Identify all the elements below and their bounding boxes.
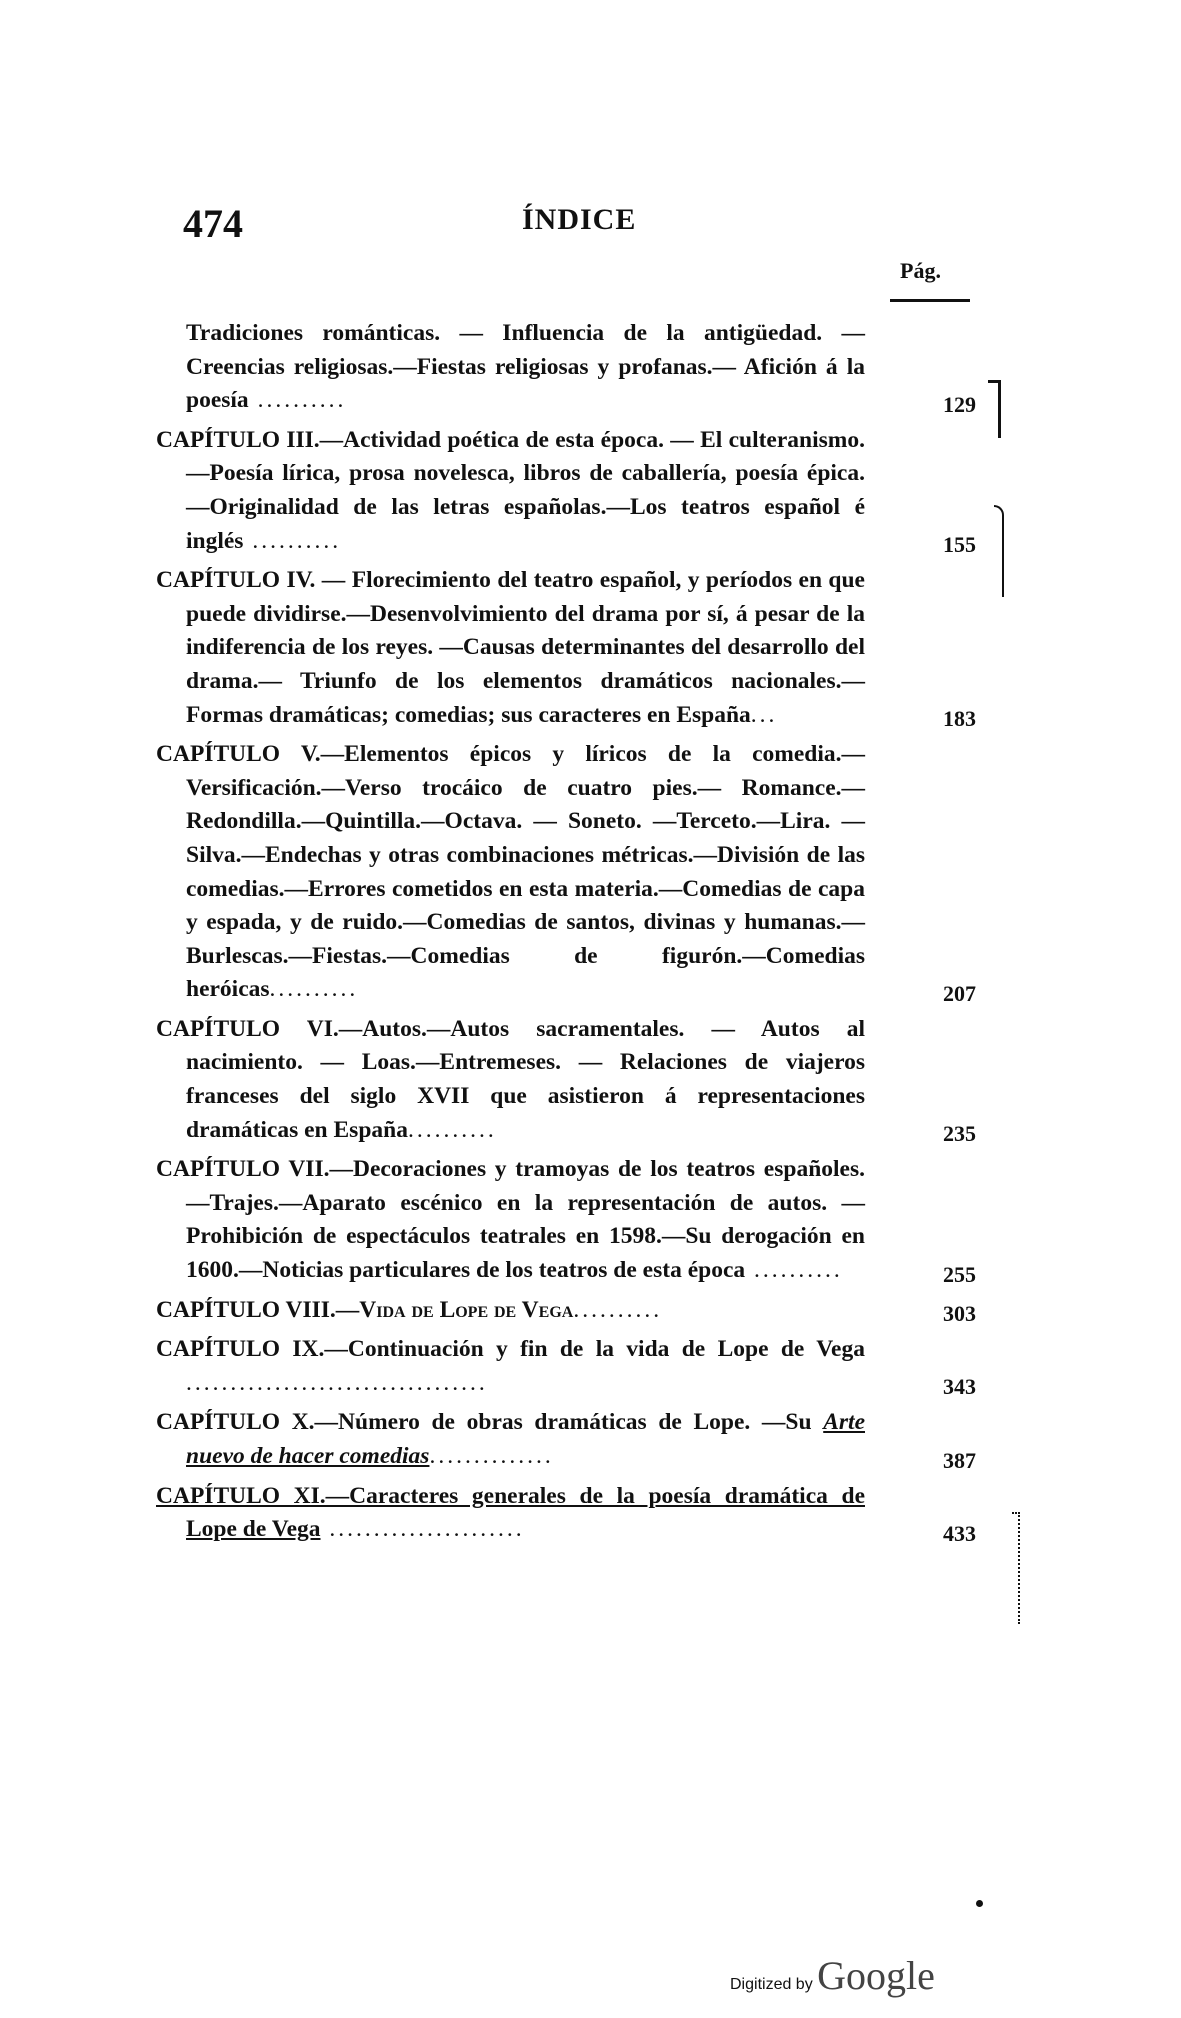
dot-leaders: .............. <box>429 1443 554 1469</box>
toc-page-ref: 155 <box>943 532 976 558</box>
digitization-footer <box>730 1952 935 1999</box>
toc-entry-text: CAPÍTULO VI.—Autos.—Autos sacramentales. — Autos al nacimiento. — Loas.—Entremeses. — Relaciones de viajeros franceses del siglo XVII que asistieron á representaciones dramáticas en España <box>156 1015 865 1143</box>
toc-entry-text: CAPÍTULO VIII.— <box>156 1296 360 1323</box>
page-column-label: Pág. <box>900 258 941 283</box>
toc-entry-smallcaps: Vida de Lope de Vega <box>359 1296 574 1323</box>
toc-page-ref: 433 <box>943 1520 976 1546</box>
toc-entry <box>156 738 986 1007</box>
toc-page-ref: 129 <box>943 391 976 417</box>
toc-entry <box>156 1406 986 1473</box>
google-logo: Google <box>817 1953 935 1998</box>
toc-entry <box>186 317 986 418</box>
digitized-by-label: Digitized by <box>730 1976 813 1993</box>
dot-leaders: ... <box>750 701 778 728</box>
page-number: 474 <box>183 201 243 246</box>
toc-entry <box>156 424 986 558</box>
toc-page-ref: 183 <box>943 706 976 732</box>
margin-bracket-mark <box>994 505 1004 597</box>
dot-leaders: .......... <box>407 1116 497 1143</box>
toc-entry <box>156 1294 986 1328</box>
toc-page-ref: 255 <box>943 1261 976 1287</box>
toc-entry <box>156 564 986 732</box>
toc-entry-text: CAPÍTULO XI.—Caracteres generales de la poesía dramática de Lope de Vega <box>156 1482 865 1543</box>
margin-bracket-mark <box>1012 1512 1020 1624</box>
toc-entry-text: CAPÍTULO V.—Elementos épicos y líricos de la comedia.—Versificación.—Verso trocáico de cuatro pies.— Romance.—Redondilla.—Quintilla.—Octava. — Soneto. —Terceto.—Lira. —Silva.—Endechas y otras combinaciones métricas.—División de las comedias.—Errores cometidos en esta materia.—Comedias de capa y espada, y de ruido.—Comedias de santos, divinas y humanas.—Burlescas.—Fiestas.—Comedias de figurón.—Comedias heróicas <box>156 741 865 1003</box>
table-of-contents <box>156 317 986 1553</box>
toc-entry-text: CAPÍTULO IV. — Florecimiento del teatro español, y períodos en que puede dividirse.—Desenvolvimiento del drama por sí, á pesar de la indiferencia de los reyes. —Causas determinantes del desarrollo del drama.— Triunfo de los elementos dramáticos nacionales.—Formas dramáticas; comedias; sus caracteres en España <box>156 567 865 728</box>
margin-bracket-mark <box>988 380 1001 438</box>
toc-entry-text: CAPÍTULO IX.—Continuación y fin de la vida de Lope de Vega <box>156 1336 865 1363</box>
dot-leaders: .......... <box>573 1296 663 1323</box>
toc-page-ref: 207 <box>943 980 976 1006</box>
toc-entry <box>156 1480 986 1547</box>
toc-entry-text: Tradiciones románticas. — Influencia de la antigüedad. —Creencias religiosas.—Fiestas religiosas y profanas.— Afición á la poesía <box>186 320 865 414</box>
toc-entry <box>156 1333 986 1400</box>
dot-leaders: .......... <box>269 976 359 1003</box>
toc-entry <box>156 1013 986 1147</box>
toc-page-ref: 387 <box>943 1447 976 1473</box>
toc-entry-text: CAPÍTULO III.—Actividad poética de esta época. — El culteranismo.—Poesía lírica, prosa novelesca, libros de caballería, poesía épica.—Originalidad de las letras españolas.—Los teatros español é inglés <box>156 426 865 554</box>
ink-dot <box>976 1900 983 1907</box>
toc-page-ref: 235 <box>943 1121 976 1147</box>
toc-page-ref: 303 <box>943 1301 976 1327</box>
toc-entry-text: CAPÍTULO VII.—Decoraciones y tramoyas de los teatros españoles.—Trajes.—Aparato escénico en la representación de autos. — Prohibición de espectáculos teatrales en 1598.—Su derogación en 1600.—Noticias particulares de los teatros de esta época <box>156 1156 865 1284</box>
running-title: ÍNDICE <box>522 203 637 236</box>
toc-entry-text: CAPÍTULO X.—Número de obras dramáticas de Lope. —Su <box>156 1409 824 1436</box>
toc-entry <box>156 1153 986 1287</box>
dot-leaders: .......... <box>243 527 342 554</box>
dot-leaders: .......... <box>248 387 347 414</box>
toc-page-ref: 343 <box>943 1374 976 1400</box>
toc-entry-italic: Arte nuevo de hacer comedias <box>186 1409 865 1469</box>
page-column-rule <box>890 299 970 302</box>
dot-leaders: .................................. <box>186 1369 488 1396</box>
dot-leaders: ...................... <box>320 1516 525 1543</box>
dot-leaders: .......... <box>745 1257 843 1284</box>
